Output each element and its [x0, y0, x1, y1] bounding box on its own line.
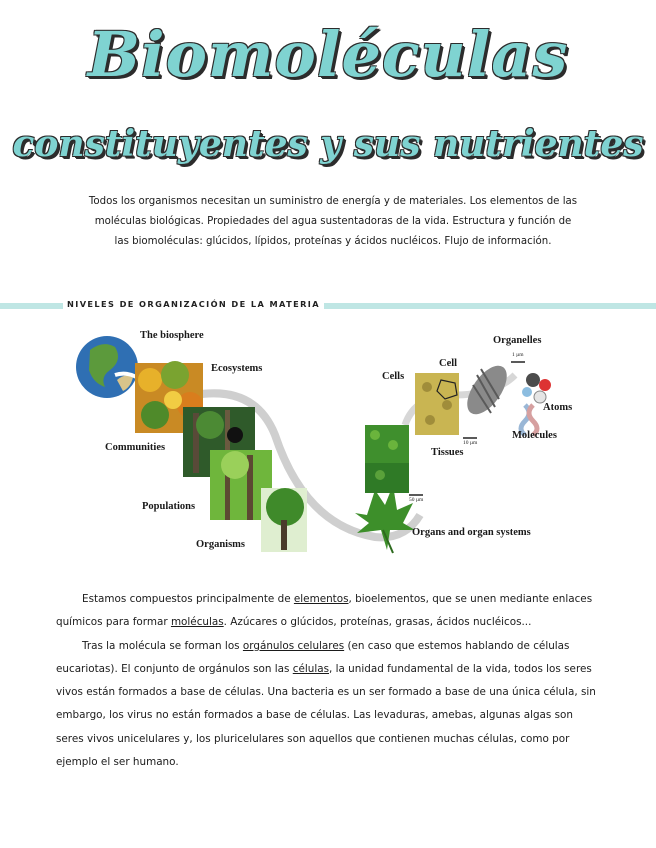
- paragraph2-text-b: (en caso que estemos hablando de células eucariotas). El conjunto de orgánulos son las: [56, 639, 570, 675]
- paragraph1-text-a: Estamos compuestos principalmente de: [82, 593, 294, 605]
- cells-image: [415, 373, 459, 435]
- underlined-term-celulas: células: [292, 662, 330, 675]
- paragraph-elements: [56, 588, 602, 635]
- underlined-term-elementos: elementos: [293, 593, 349, 605]
- tissue-image: [365, 425, 409, 493]
- paragraph1-text-c: . Azúcares o glúcidos, proteínas, grasas, ácidos nucléicos...: [223, 616, 532, 629]
- paragraph2-text-c: , la unidad fundamental de la vida, todos los seres vivos están formados a base de células. Una bacteria es un ser formado a base de una única célula, sin embargo, los virus no están formados a base de células. Las levaduras, amebas, algunas algas son seres vivos unicelulares y, los pluricelulares son aquellos que contienen muchas células, como por ejemplo el ser humano.: [56, 662, 596, 769]
- paragraph2-text-a: Tras la molécula se forman los: [82, 639, 243, 652]
- label-molecules: Molecules: [512, 430, 557, 441]
- scale-label-10um: 10 µm: [463, 440, 478, 446]
- label-biosphere: The biosphere: [140, 330, 204, 341]
- organization-levels-figure: [75, 325, 585, 565]
- organelle-image: [459, 359, 514, 421]
- label-communities: Communities: [105, 442, 166, 453]
- page-subtitle: constituyentes y sus nutrientes: [12, 123, 644, 165]
- maple-leaf-image: [355, 485, 415, 553]
- section-heading: NIVELES DE ORGANIZACIÓN DE LA MATERIA: [63, 299, 324, 309]
- scale-label-1um: 1 µm: [512, 352, 524, 358]
- label-populations: Populations: [142, 501, 196, 512]
- label-organisms: Organisms: [196, 539, 246, 550]
- organism-image: [261, 488, 307, 552]
- body-text: [56, 588, 602, 774]
- paragraph-cells: [56, 635, 602, 775]
- label-organelles: Organelles: [493, 335, 542, 346]
- paragraph1-text-b: , bioelementos, que se unen mediante enlaces químicos para formar: [56, 593, 593, 629]
- underlined-term-organulos: orgánulos celulares: [242, 639, 345, 652]
- label-organs: Organs and organ systems: [412, 527, 531, 538]
- label-tissues: Tissues: [431, 447, 464, 458]
- label-cells: Cells: [382, 371, 405, 382]
- page-title: Biomoléculas: [87, 18, 569, 91]
- underlined-term-moleculas: moléculas: [170, 616, 224, 629]
- globe-image: [76, 336, 145, 398]
- label-cell: Cell: [439, 358, 458, 369]
- label-atoms: Atoms: [543, 402, 573, 413]
- intro-paragraph: Todos los organismos necesitan un suministro de energía y de materiales. Los elementos de las moléculas biológicas. Propiedades del agua sustentadoras de la vida. Estructura y función de las biomoléculas: glúcidos, lípidos, proteínas y ácidos nucléicos. Flujo de información.: [88, 196, 578, 247]
- label-ecosystems: Ecosystems: [211, 363, 263, 374]
- scale-label-50um: 50 µm: [409, 497, 424, 503]
